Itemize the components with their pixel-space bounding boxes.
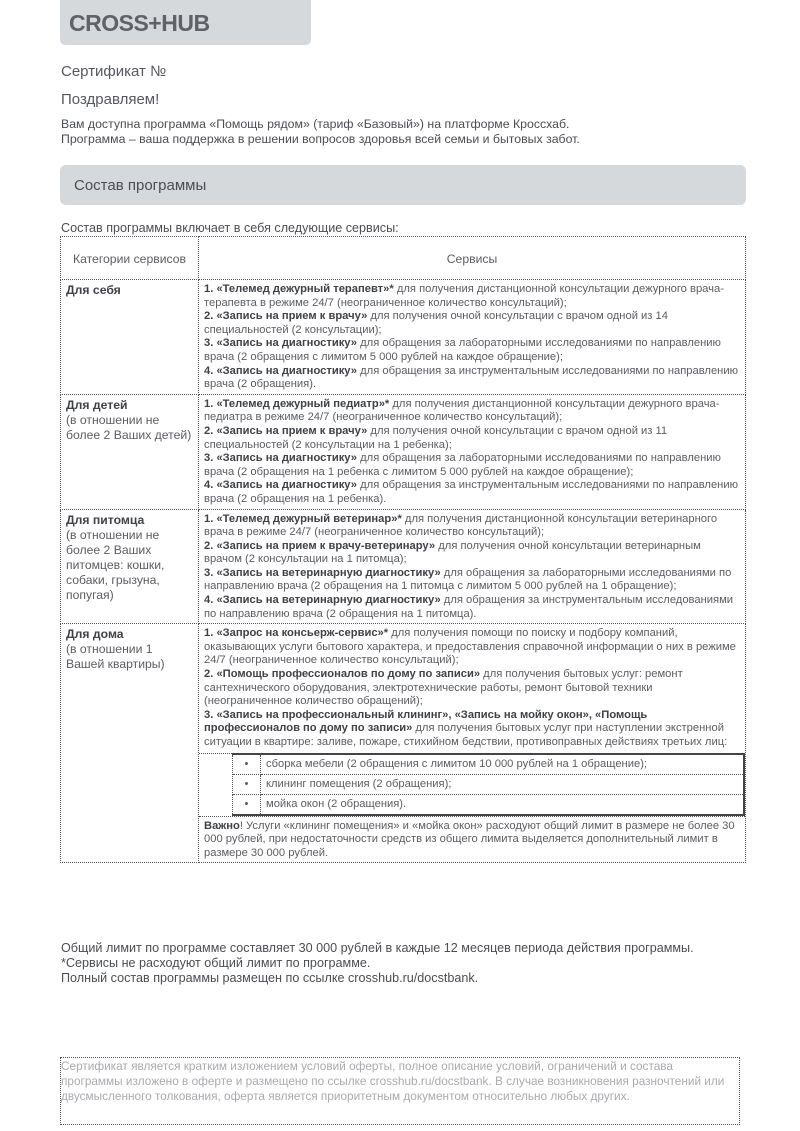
service-desc: для получения бытовых услуг: ремонт сантехнического оборудования, электротехнические работы, ремонт бытовой техники (неограниченное количество обращений); [204,668,683,708]
footer-disclaimer: Сертификат является кратким изложением условий оферты, полное описание условий, ограничений и состава программы изложено в оферте и размещено по ссылке crosshub.ru/docstbank. В случае возникновения разночтений или двусмысленного толкования, оферта является приоритетным документом относительно любых других. [60,1057,740,1125]
service-name: 2. «Запись на прием к врачу-ветеринару» [204,539,436,552]
service-item [204,513,740,540]
category-note: (в отношении не более 2 Ваших детей) [66,412,192,442]
home-services [199,624,745,751]
category-cell [61,624,199,863]
summary-line: Полный состав программы размещен по ссылке crosshub.ru/docstbank. [61,971,479,985]
service-item [204,310,740,337]
service-desc: для обращения за инструментальным исследованиями по направлению врача (2 обращения). [204,364,738,391]
service-item [204,479,740,506]
service-item [204,627,740,668]
service-name: 1. «Запрос на консьерж-сервис»* [204,627,389,640]
bullet-text: сборка мебели (2 обращения с лимитом 10 000 рублей на 1 обращение); [261,754,745,775]
service-name: 1. «Телемед дежурный ветеринар»* [204,512,402,525]
service-desc: для получения помощи по поиску и подбору компаний, оказывающих услуги бытового характера, и предоставления справочной информации о них в режиме 24/7 (неограниченное количество консультаций); [204,627,736,667]
important-note [199,816,745,863]
service-desc: для обращения за инструментальным исследованиями по направлению врача (2 обращения на 1 питомца). [204,594,734,620]
service-desc: для получения дистанционной консультации ветеринарного врача в режиме 24/7 (неограниченное количество консультаций); [204,512,718,539]
category-cell [61,394,199,509]
service-name: 3. «Запись на ветеринарную диагностику» [204,566,441,579]
service-name: 1. «Телемед дежурный терапевт»* [204,283,394,295]
service-name: 4. «Запись на диагностику» [204,364,358,377]
service-item [204,425,740,452]
table-row [61,394,746,509]
summary-line: Общий лимит по программе составляет 30 000 рублей в каждые 12 месяцев периода действия программы. [61,941,694,955]
service-desc: для получения бытовых услуг при наступлении экстренной ситуации в квартире: заливе, пожаре, стихийном бедствии, противоправных действиях третьих лиц: [204,722,728,748]
category-title: Для себя [66,283,121,297]
table-intro: Состав программы включает в себя следующие сервисы: [61,221,399,235]
list-item [199,774,744,794]
service-item [204,709,740,750]
header-services: Сервисы [199,237,746,280]
services-table [60,236,746,863]
list-item [199,754,744,775]
crosshub-logo: CROSS+HUB [69,10,210,36]
bullet-icon: • [233,794,261,815]
list-item [199,794,744,815]
service-item [204,594,740,621]
service-desc: для получения дистанционной консультации дежурного врача-терапевта в режиме 24/7 (неограниченное количество консультаций); [204,283,724,309]
service-name: 2. «Запись на прием к врачу» [204,424,368,437]
service-name: 3. «Запись на диагностику» [204,337,358,350]
table-row [61,509,746,624]
important-label: Важно [204,819,240,832]
logo-banner [60,0,311,45]
service-desc: для обращения за лабораторными исследованиями по направлению врача (2 обращения с лимитом 5 000 рублей на каждое обращение); [204,337,721,363]
service-item [204,337,740,364]
service-item [204,283,740,310]
certificate-number-label: Сертификат № [61,63,167,80]
services-cell [199,280,746,395]
bullet-text: клининг помещения (2 обращения); [261,774,745,794]
category-note: (в отношении не более 2 Ваших питомцев: кошки, собаки, грызуна, попугая) [66,527,165,602]
service-desc: для обращения за лабораторными исследованиями по направлению врача (2 обращения на 1 ребенка с лимитом 5 000 рублей на каждое обращение); [204,452,721,478]
service-name: 2. «Запись на прием к врачу» [204,310,368,323]
service-item [204,540,740,567]
service-desc: для обращения за лабораторными исследованиями по направлению врача (2 обращения на 1 питомца с лимитом 5 000 рублей на 1 обращение); [204,566,732,593]
intro-text [61,117,580,147]
section-banner [60,165,746,205]
service-name: 3. «Запись на профессиональный клининг», «Запись на мойку окон», «Помощь профессионалов по дому по записи» [204,708,648,735]
intro-line: Вам доступна программа «Помощь рядом» (тариф «Базовый») на платформе Кроссхаб. [61,117,570,131]
category-title: Для дома [66,627,124,642]
category-note: (в отношении 1 Вашей квартиры) [66,642,165,672]
category-title: Для питомца [66,512,145,527]
table-row [61,624,746,863]
service-desc: для получения дистанционной консультации дежурного врача-педиатра в режиме 24/7 (неограниченное количество консультаций); [204,397,720,424]
important-text: ! Услуги «клининг помещения» и «мойка окон» расходуют общий лимит в размере не более 30 000 рублей, при недостаточности средств из общего лимита выделяется дополнительный лимит в размере 30 000 рублей. [204,819,735,859]
service-item [204,668,740,709]
section-title: Состав программы [74,177,207,194]
summary-line: *Сервисы не расходуют общий лимит по программе. [61,956,371,970]
category-title: Для детей [66,397,128,412]
service-item [204,398,740,425]
program-summary [61,941,694,986]
services-cell [199,509,746,624]
header-categories: Категории сервисов [61,237,199,280]
service-desc: для получения очной консультации ветеринарным врачом (2 консультации на 1 питомца); [204,539,701,566]
table-row [61,280,746,395]
bullet-icon: • [233,774,261,794]
category-cell [61,280,199,395]
service-desc: для получения очной консультации с врачом одной из 14 специальностей (2 консультации); [204,310,668,336]
intro-line: Программа – ваша поддержка в решении вопросов здоровья всей семьи и бытовых забот. [61,132,580,146]
category-cell [61,509,199,624]
bullet-icon: • [233,754,261,775]
table-header-row [61,237,746,280]
bullet-text: мойка окон (2 обращения). [261,794,745,815]
service-item [204,567,740,594]
service-name: 1. «Телемед дежурный педиатр»* [204,397,390,410]
service-name: 2. «Помощь профессионалов по дому по записи» [204,668,481,681]
service-item [204,365,740,392]
greeting: Поздравляем! [61,91,160,108]
service-name: 4. «Запись на ветеринарную диагностику» [204,594,441,607]
service-desc: для получения очной консультации с врачом одной из 11 специальностей (2 консультации на 1 ребенка); [204,424,668,451]
services-cell [199,394,746,509]
service-desc: для обращения за инструментальным исследованиями по направлению врача (2 обращения на 1 ребенка). [204,479,738,505]
service-name: 4. «Запись на диагностику» [204,479,358,492]
service-name: 3. «Запись на диагностику» [204,452,358,465]
emergency-services-list [199,753,745,816]
service-item [204,452,740,479]
services-cell [199,624,746,863]
